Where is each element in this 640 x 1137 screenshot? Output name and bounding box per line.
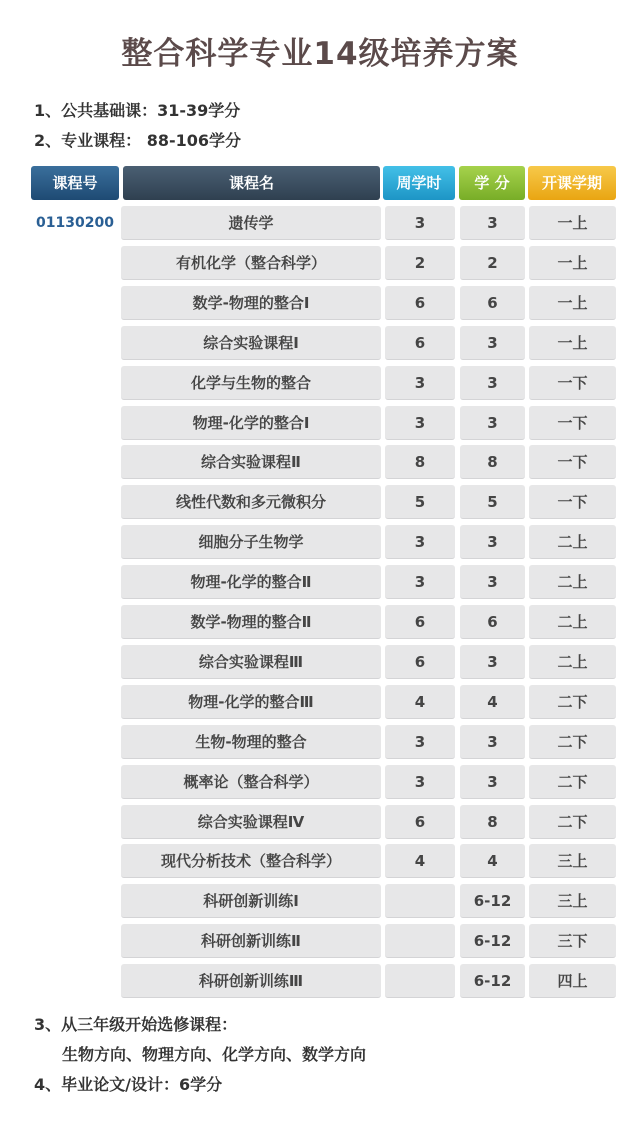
term-cell: 二下: [529, 725, 616, 759]
table-row: [0, 525, 640, 559]
term-cell: 二上: [529, 645, 616, 679]
weekly-hours-cell: 5: [385, 485, 455, 519]
table-row: [0, 605, 640, 639]
weekly-hours-cell: 8: [385, 445, 455, 479]
term-cell: 三上: [529, 844, 616, 878]
weekly-hours-cell: 3: [385, 366, 455, 400]
credits-cell: 8: [460, 805, 525, 839]
header-term: 开课学期: [528, 166, 616, 200]
course-name-cell: 细胞分子生物学: [121, 525, 381, 559]
term-cell: 一上: [529, 246, 616, 280]
credits-cell: 3: [460, 406, 525, 440]
weekly-hours-cell: 3: [385, 725, 455, 759]
course-name-cell: 科研创新训练Ⅰ: [121, 884, 381, 918]
course-name-cell: 遗传学: [121, 206, 381, 240]
credits-cell: 3: [460, 525, 525, 559]
course-code: 01130200: [36, 215, 114, 231]
weekly-hours-cell: 4: [385, 685, 455, 719]
course-name-cell: 数学-物理的整合Ⅱ: [121, 605, 381, 639]
term-cell: 一上: [529, 286, 616, 320]
course-name-cell: 有机化学（整合科学）: [121, 246, 381, 280]
term-cell: 三下: [529, 924, 616, 958]
course-name-cell: 数学-物理的整合Ⅰ: [121, 286, 381, 320]
course-name-cell: 综合实验课程Ⅳ: [121, 805, 381, 839]
course-name-cell: 化学与生物的整合: [121, 366, 381, 400]
table-row: [0, 924, 640, 958]
table-row: [0, 844, 640, 878]
credits-cell: 5: [460, 485, 525, 519]
credits-cell: 6-12: [460, 884, 525, 918]
term-cell: 一上: [529, 326, 616, 360]
credits-cell: 3: [460, 645, 525, 679]
credits-cell: 2: [460, 246, 525, 280]
weekly-hours-cell: 3: [385, 765, 455, 799]
term-cell: 三上: [529, 884, 616, 918]
weekly-hours-cell: 6: [385, 645, 455, 679]
course-name-cell: 物理-化学的整合Ⅰ: [121, 406, 381, 440]
credits-cell: 6: [460, 605, 525, 639]
credits-cell: 8: [460, 445, 525, 479]
credits-cell: 3: [460, 206, 525, 240]
table-row: [0, 445, 640, 479]
term-cell: 一下: [529, 406, 616, 440]
credits-cell: 4: [460, 844, 525, 878]
table-row: [0, 326, 640, 360]
term-cell: 二下: [529, 765, 616, 799]
page-title: 整合科学专业14级培养方案: [121, 36, 519, 72]
table-row: [0, 206, 640, 240]
header-course-name: 课程名: [123, 166, 380, 200]
course-name-cell: 线性代数和多元微积分: [121, 485, 381, 519]
weekly-hours-cell: 6: [385, 326, 455, 360]
weekly-hours-cell: [385, 964, 455, 998]
term-cell: 二上: [529, 525, 616, 559]
course-name-cell: 科研创新训练Ⅱ: [121, 924, 381, 958]
term-cell: 二下: [529, 685, 616, 719]
header-course-code: 课程号: [31, 166, 119, 200]
weekly-hours-cell: 4: [385, 844, 455, 878]
term-cell: 一下: [529, 366, 616, 400]
table-row: [0, 645, 640, 679]
table-row: [0, 685, 640, 719]
table-row: [0, 246, 640, 280]
table-row: [0, 884, 640, 918]
course-name-cell: 现代分析技术（整合科学）: [121, 844, 381, 878]
term-cell: 二下: [529, 805, 616, 839]
table-row: [0, 765, 640, 799]
note-major-courses: 2、专业课程： 88-106学分: [34, 131, 242, 150]
weekly-hours-cell: [385, 924, 455, 958]
course-name-cell: 物理-化学的整合Ⅲ: [121, 685, 381, 719]
course-name-cell: 综合实验课程Ⅲ: [121, 645, 381, 679]
note-electives: 3、从三年级开始选修课程：: [34, 1015, 238, 1034]
course-name-cell: 概率论（整合科学）: [121, 765, 381, 799]
weekly-hours-cell: [385, 884, 455, 918]
credits-cell: 6: [460, 286, 525, 320]
table-row: [0, 565, 640, 599]
credits-cell: 6-12: [460, 964, 525, 998]
term-cell: 四上: [529, 964, 616, 998]
note-elective-directions: 生物方向、物理方向、化学方向、数学方向: [62, 1045, 367, 1064]
credits-cell: 3: [460, 326, 525, 360]
credits-cell: 6-12: [460, 924, 525, 958]
course-name-cell: 综合实验课程Ⅱ: [121, 445, 381, 479]
weekly-hours-cell: 6: [385, 605, 455, 639]
table-row: [0, 964, 640, 998]
credits-cell: 3: [460, 366, 525, 400]
table-row: [0, 286, 640, 320]
term-cell: 一下: [529, 445, 616, 479]
term-cell: 一上: [529, 206, 616, 240]
course-name-cell: 物理-化学的整合Ⅱ: [121, 565, 381, 599]
header-credits: 学 分: [459, 166, 525, 200]
note-thesis: 4、毕业论文/设计：6学分: [34, 1075, 223, 1094]
credits-cell: 3: [460, 765, 525, 799]
term-cell: 二上: [529, 565, 616, 599]
table-row: [0, 406, 640, 440]
weekly-hours-cell: 3: [385, 206, 455, 240]
weekly-hours-cell: 3: [385, 406, 455, 440]
weekly-hours-cell: 3: [385, 525, 455, 559]
course-name-cell: 生物-物理的整合: [121, 725, 381, 759]
credits-cell: 4: [460, 685, 525, 719]
term-cell: 二上: [529, 605, 616, 639]
term-cell: 一下: [529, 485, 616, 519]
table-row: [0, 725, 640, 759]
table-row: [0, 805, 640, 839]
weekly-hours-cell: 6: [385, 286, 455, 320]
credits-cell: 3: [460, 725, 525, 759]
table-row: [0, 366, 640, 400]
header-weekly-hours: 周学时: [383, 166, 455, 200]
table-row: [0, 485, 640, 519]
credits-cell: 3: [460, 565, 525, 599]
course-name-cell: 科研创新训练Ⅲ: [121, 964, 381, 998]
note-public-basic: 1、公共基础课：31-39学分: [34, 101, 241, 120]
course-name-cell: 综合实验课程Ⅰ: [121, 326, 381, 360]
weekly-hours-cell: 3: [385, 565, 455, 599]
weekly-hours-cell: 6: [385, 805, 455, 839]
weekly-hours-cell: 2: [385, 246, 455, 280]
